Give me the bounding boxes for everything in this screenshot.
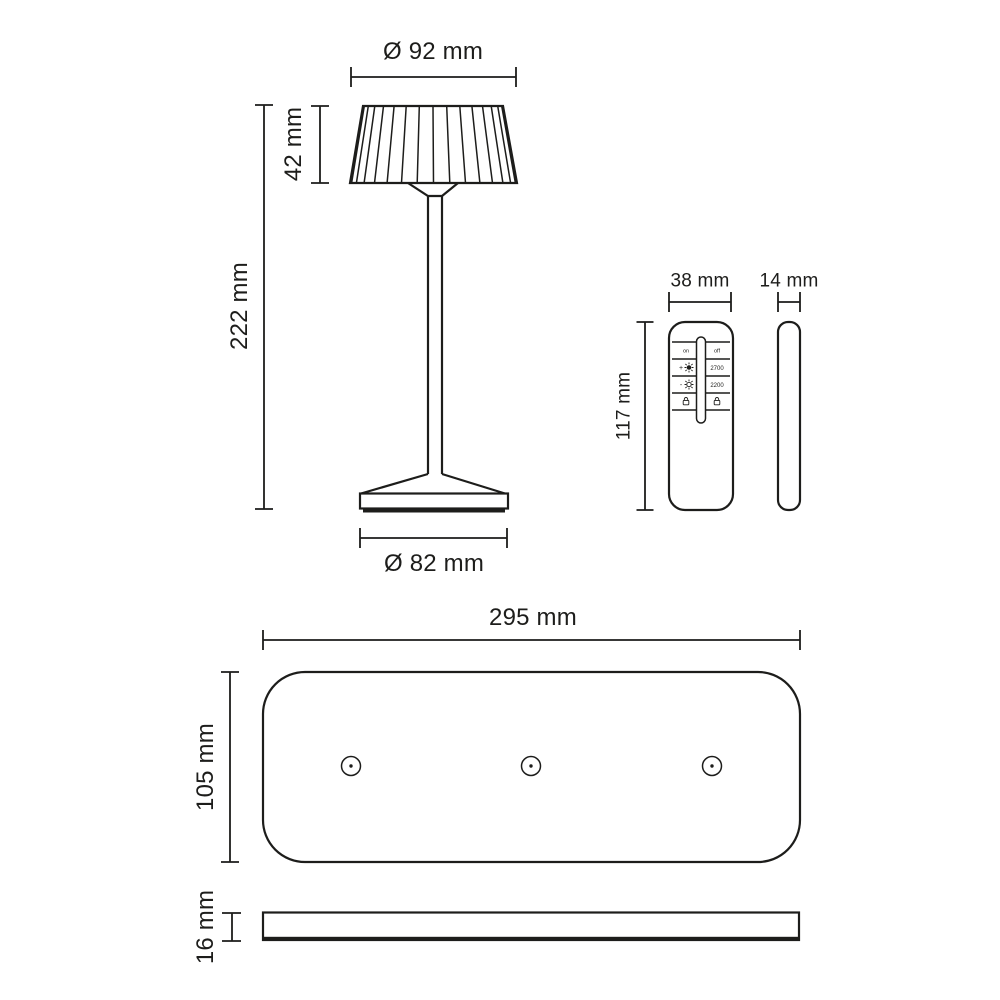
dim-line-remote-width xyxy=(669,292,731,312)
dim-line-remote-depth xyxy=(778,292,800,312)
lamp-base xyxy=(360,474,508,513)
lamp-stem xyxy=(428,196,442,474)
shade-pleats xyxy=(352,106,516,183)
charging-contact xyxy=(342,757,361,776)
lamp-neck xyxy=(408,183,458,196)
base-cone xyxy=(361,474,505,494)
label-tray-depth: 105 mm xyxy=(192,723,219,811)
tray-side-view xyxy=(263,913,799,942)
charging-contact xyxy=(522,757,541,776)
tray-side-foot-strip xyxy=(263,937,799,941)
label-tray-height: 16 mm xyxy=(192,889,219,965)
lamp-shade xyxy=(350,106,517,183)
sun-outline-icon xyxy=(685,380,694,390)
base-plate xyxy=(360,494,508,509)
dim-line-shade-diameter xyxy=(351,67,516,87)
lock-icon xyxy=(683,397,689,404)
label-shade-height: 42 mm xyxy=(280,106,307,182)
dim-line-total-height xyxy=(255,105,273,509)
lamp-front-view xyxy=(350,106,517,513)
remote-center-pill xyxy=(697,337,706,423)
minus-label: - xyxy=(679,381,683,389)
sun-filled-icon xyxy=(685,363,694,373)
tray-side-outline xyxy=(263,913,799,941)
remote-front-view xyxy=(669,322,733,510)
label-tray-width: 295 mm xyxy=(489,604,577,631)
dim-line-shade-height xyxy=(311,106,329,183)
dim-line-remote-height xyxy=(637,322,654,510)
label-remote-depth: 14 mm xyxy=(759,270,819,292)
dim-line-tray-depth xyxy=(221,672,239,862)
dim-line-base-diameter xyxy=(360,528,507,548)
tray-top-view xyxy=(263,672,800,862)
dim-line-tray-height xyxy=(222,913,241,941)
power-off-button: off xyxy=(713,348,721,355)
color-temp-2700-button: 2700 xyxy=(710,365,724,372)
remote-side-view xyxy=(778,322,800,510)
base-foot-strip xyxy=(363,509,505,513)
label-total-height: 222 mm xyxy=(226,262,253,350)
dim-line-tray-width xyxy=(263,630,800,650)
label-remote-width: 38 mm xyxy=(670,270,730,292)
power-on-button: on xyxy=(682,348,690,355)
label-remote-height: 117 mm xyxy=(613,371,635,441)
label-base-diameter: Ø 82 mm xyxy=(383,550,485,577)
lock-icon xyxy=(714,397,720,404)
color-temp-2200-button: 2200 xyxy=(710,382,724,389)
charging-contact xyxy=(703,757,722,776)
label-shade-diameter: Ø 92 mm xyxy=(382,38,484,65)
plus-label: + xyxy=(678,364,684,372)
